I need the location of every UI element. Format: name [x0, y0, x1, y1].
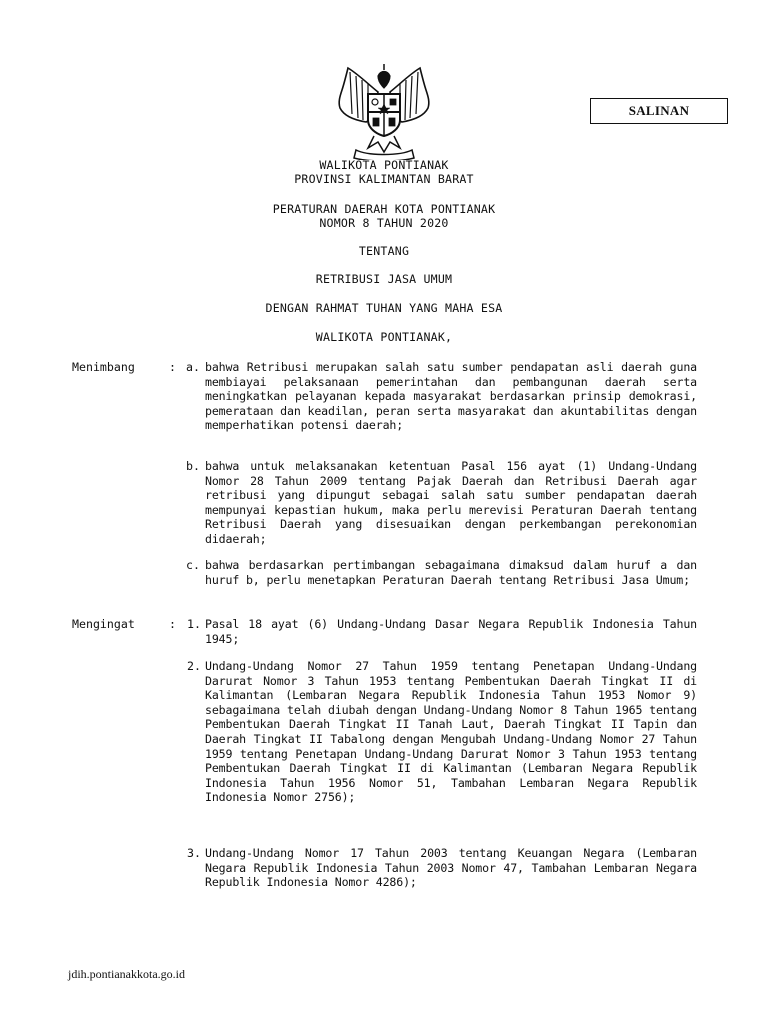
regulation-number: NOMOR 8 TAHUN 2020: [319, 216, 449, 230]
salinan-badge: SALINAN: [590, 98, 728, 124]
list-item-marker: a.: [186, 360, 200, 374]
regulation-subject: RETRIBUSI JASA UMUM: [315, 272, 453, 286]
list-item-text: bahwa berdasarkan pertimbangan sebagaimana dimaksud dalam huruf a dan huruf b, perlu menetapkan Peraturan Daerah tentang Retribusi Jasa Umum;: [205, 558, 697, 587]
about-heading: TENTANG: [358, 244, 410, 258]
list-item-text: bahwa Retribusi merupakan salah satu sumber pendapatan asli daerah guna membiayai pelaksanaan pemerintahan dan pembangunan daerah serta meningkatkan pelayanan kepada masyarakat berdasarkan prinsip demokrasi, pemerataan dan keadilan, peran serta masyarakat dan akuntabilitas dengan memperhatikan potensi daerah;: [205, 360, 697, 433]
menimbang-colon: :: [169, 360, 176, 374]
list-item-marker: c.: [186, 558, 200, 572]
blessing-line: DENGAN RAHMAT TUHAN YANG MAHA ESA: [265, 301, 503, 315]
authority-line: WALIKOTA PONTIANAK,: [315, 330, 453, 344]
garuda-emblem-icon: [328, 62, 440, 160]
list-item-text: Undang-Undang Nomor 27 Tahun 1959 tentang Penetapan Undang-Undang Darurat Nomor 3 Tahun 1953 tentang Pembentukan Daerah Tingkat II di Kalimantan (Lembaran Negara Republik Indonesia Tahun 1953 Nomor 9) sebagaimana telah diubah dengan Undang-Undang Nomor 8 Tahun 1965 tentang Pembentukan Daerah Tingkat II Tanah Laut, Daerah Tingkat II Tapin dan Daerah Tingkat II Tabalong dengan Mengubah Undang-Undang Nomor 27 Tahun 1959 tentang Penetapan Undang-Undang Darurat Nomor 3 Tahun 1953 tentang Pembentukan Daerah Tingkat II di Kalimantan (Lembaran Negara Republik Indonesia Tahun 1956 Nomor 51, Tambahan Lembaran Negara Republik Indonesia Nomor 2756);: [205, 659, 697, 805]
province-title: PROVINSI KALIMANTAN BARAT: [294, 172, 474, 186]
regulation-title: PERATURAN DAERAH KOTA PONTIANAK: [272, 202, 496, 216]
list-item-text: Pasal 18 ayat (6) Undang-Undang Dasar Negara Republik Indonesia Tahun 1945;: [205, 617, 697, 646]
list-item-marker: 1.: [187, 617, 201, 631]
list-item-marker: 2.: [187, 659, 201, 673]
list-item-text: Undang-Undang Nomor 17 Tahun 2003 tentang Keuangan Negara (Lembaran Negara Republik Indonesia Tahun 2003 Nomor 47, Tambahan Lembaran Negara Republik Indonesia Nomor 4286);: [205, 846, 697, 890]
mengingat-colon: :: [169, 617, 176, 631]
footer-url: jdih.pontianakkota.go.id: [68, 967, 185, 981]
list-item-marker: 3.: [187, 846, 201, 860]
issuer-title: WALIKOTA PONTIANAK: [319, 158, 449, 172]
list-item-text: bahwa untuk melaksanakan ketentuan Pasal 156 ayat (1) Undang-Undang Nomor 28 Tahun 2009 tentang Pajak Daerah dan Retribusi Daerah agar retribusi yang dipungut sebagai salah satu sumber pendapatan daerah mempunyai kepastian hukum, maka perlu merevisi Peraturan Daerah tentang Retribusi Daerah yang disesuaikan dengan perkembangan perekonomian didaerah;: [205, 459, 697, 546]
menimbang-label: Menimbang: [72, 360, 135, 374]
list-item-marker: b.: [186, 459, 200, 473]
mengingat-label: Mengingat: [72, 617, 135, 631]
